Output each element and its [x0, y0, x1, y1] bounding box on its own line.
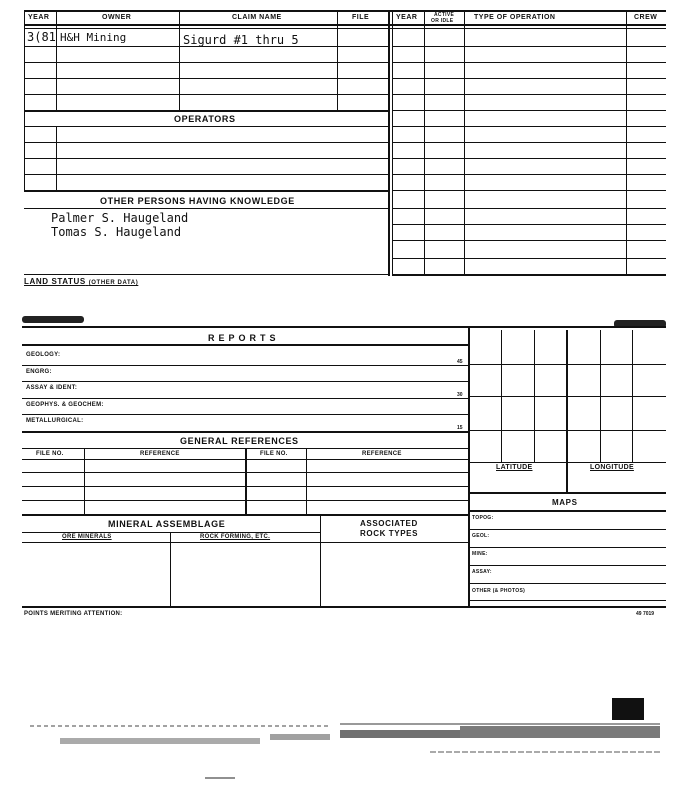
- header-type-of-operation: TYPE OF OPERATION: [474, 14, 556, 21]
- header-claim-name: CLAIM NAME: [232, 14, 282, 21]
- maps-mine: MINE:: [472, 551, 488, 557]
- ref-reference-2: REFERENCE: [362, 451, 402, 457]
- scan-smudge-left: [22, 316, 84, 323]
- ore-minerals-header: ORE MINERALS: [62, 534, 112, 540]
- maps-geol: GEOL:: [472, 533, 490, 539]
- person-2: Tomas S. Haugeland: [51, 225, 182, 239]
- other-persons-title: OTHER PERSONS HAVING KNOWLEDGE: [100, 196, 295, 206]
- header-owner: OWNER: [102, 14, 132, 21]
- points-meriting-attention: POINTS MERITING ATTENTION:: [24, 611, 123, 617]
- entry-claim-name: Sigurd #1 thru 5: [183, 33, 299, 47]
- entry-year: 3(81: [27, 30, 56, 44]
- report-number-30: 30: [457, 392, 463, 398]
- ref-file-no-1: FILE NO.: [36, 451, 64, 457]
- report-engrg: ENGRG:: [26, 369, 52, 375]
- rock-forming-header: ROCK FORMING, ETC.: [200, 534, 271, 540]
- report-geology: GEOLOGY:: [26, 352, 61, 358]
- scan-noise: [0, 690, 678, 806]
- report-assay: ASSAY & IDENT:: [26, 385, 78, 391]
- report-metallurgical: METALLURGICAL:: [26, 418, 84, 424]
- header-file: FILE: [352, 14, 370, 21]
- header-or-idle: OR IDLE: [431, 18, 454, 24]
- maps-other: OTHER (& PHOTOS): [472, 588, 526, 594]
- maps-assay: ASSAY:: [472, 569, 492, 575]
- ref-file-no-2: FILE NO.: [260, 451, 288, 457]
- entry-owner: H&H Mining: [60, 31, 127, 44]
- header-year-2: YEAR: [396, 14, 418, 21]
- report-geophys: GEOPHYS. & GEOCHEM:: [26, 402, 104, 408]
- maps-topog: TOPOG:: [472, 515, 494, 521]
- person-1: Palmer S. Haugeland: [51, 211, 189, 225]
- header-year: YEAR: [28, 14, 50, 21]
- land-status-label: LAND STATUS (OTHER DATA): [24, 277, 139, 286]
- report-number-45: 45: [457, 359, 463, 365]
- longitude-label: LONGITUDE: [590, 464, 634, 471]
- associated-rock-types-1: ASSOCIATED: [360, 519, 418, 528]
- ref-reference-1: REFERENCE: [140, 451, 180, 457]
- header-active: ACTIVE: [434, 12, 455, 18]
- header-crew: CREW: [634, 14, 658, 21]
- mineral-assemblage-title: MINERAL ASSEMBLAGE: [108, 519, 226, 529]
- latitude-label: LATITUDE: [496, 464, 533, 471]
- form-code: 49 7019: [636, 611, 655, 617]
- maps-title: MAPS: [552, 498, 578, 507]
- associated-rock-types-2: ROCK TYPES: [360, 529, 419, 538]
- reports-title: REPORTS: [208, 333, 280, 343]
- report-number-15: 15: [457, 425, 463, 431]
- general-references-title: GENERAL REFERENCES: [180, 436, 299, 446]
- operators-title: OPERATORS: [174, 114, 236, 124]
